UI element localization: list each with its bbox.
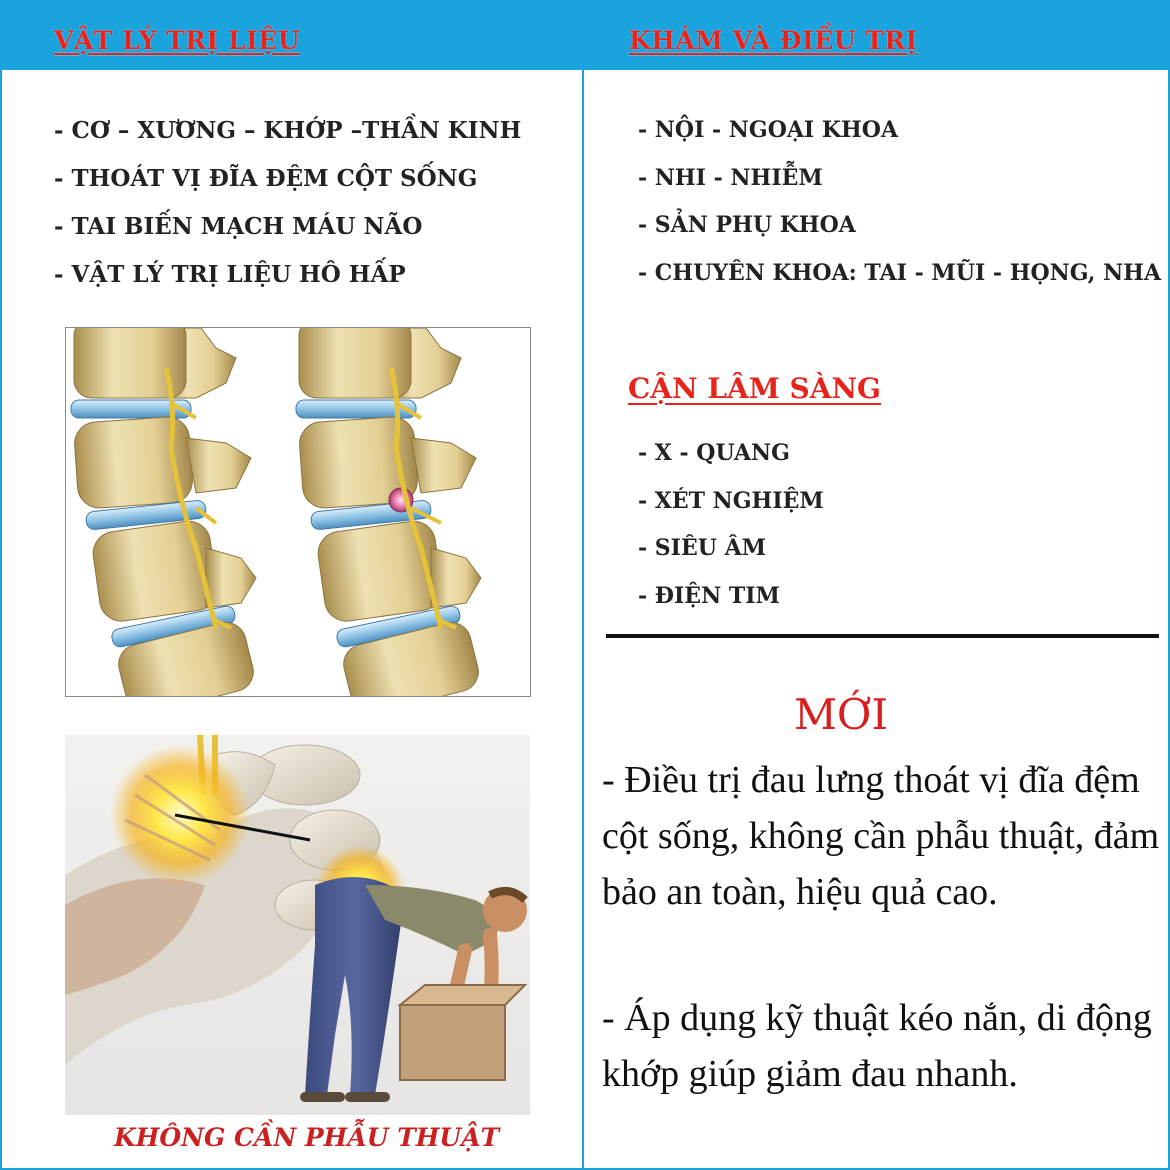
- list-item: - THOÁT VỊ ĐĨA ĐỆM CỘT SỐNG: [54, 165, 478, 192]
- list-item: - CƠ – XƯƠNG – KHỚP –THẦN KINH: [54, 117, 522, 144]
- divider: [606, 634, 1159, 638]
- lab-list: [638, 437, 824, 627]
- new-section-title: MỚI: [794, 690, 889, 739]
- list-item: - TAI BIẾN MẠCH MÁU NÃO: [54, 213, 423, 240]
- spine-disc-illustration: [65, 327, 531, 697]
- list-item: - XÉT NGHIỆM: [638, 487, 824, 514]
- list-item: - NHI - NHIỄM: [638, 164, 823, 191]
- right-panel: [583, 0, 1170, 1170]
- lab-section-title: CẬN LÂM SÀNG: [628, 372, 881, 405]
- new-paragraph: - Điều trị đau lưng thoát vị đĩa đệm cột sống, không cần phẫu thuật, đảm bảo an toàn, hiệu quả cao.: [602, 759, 1160, 913]
- right-header-title: KHÁM VÀ ĐIỀU TRỊ: [629, 26, 918, 55]
- list-item: - ĐIỆN TIM: [638, 582, 780, 609]
- physio-list: [54, 114, 521, 306]
- list-item: - NỘI - NGOẠI KHOA: [638, 117, 899, 143]
- left-panel: [0, 0, 583, 1170]
- right-header: [584, 0, 1168, 70]
- list-item: - VẬT LÝ TRỊ LIỆU HÔ HẤP: [54, 261, 406, 288]
- list-item: - X - QUANG: [638, 440, 790, 466]
- left-header-title: VẬT LÝ TRỊ LIỆU: [54, 26, 301, 55]
- left-header: [2, 0, 582, 70]
- exam-list: [638, 114, 1161, 304]
- list-item: - CHUYÊN KHOA: TAI - MŨI - HỌNG, NHA: [638, 259, 1162, 286]
- list-item: - SẢN PHỤ KHOA: [638, 212, 856, 238]
- list-item: - SIÊU ÂM: [638, 535, 767, 561]
- figure-caption: KHÔNG CẦN PHẪU THUẬT: [114, 1123, 500, 1152]
- back-pain-illustration: [65, 735, 530, 1115]
- new-paragraph: - Áp dụng kỹ thuật kéo nắn, di động khớp giúp giảm đau nhanh.: [602, 997, 1152, 1095]
